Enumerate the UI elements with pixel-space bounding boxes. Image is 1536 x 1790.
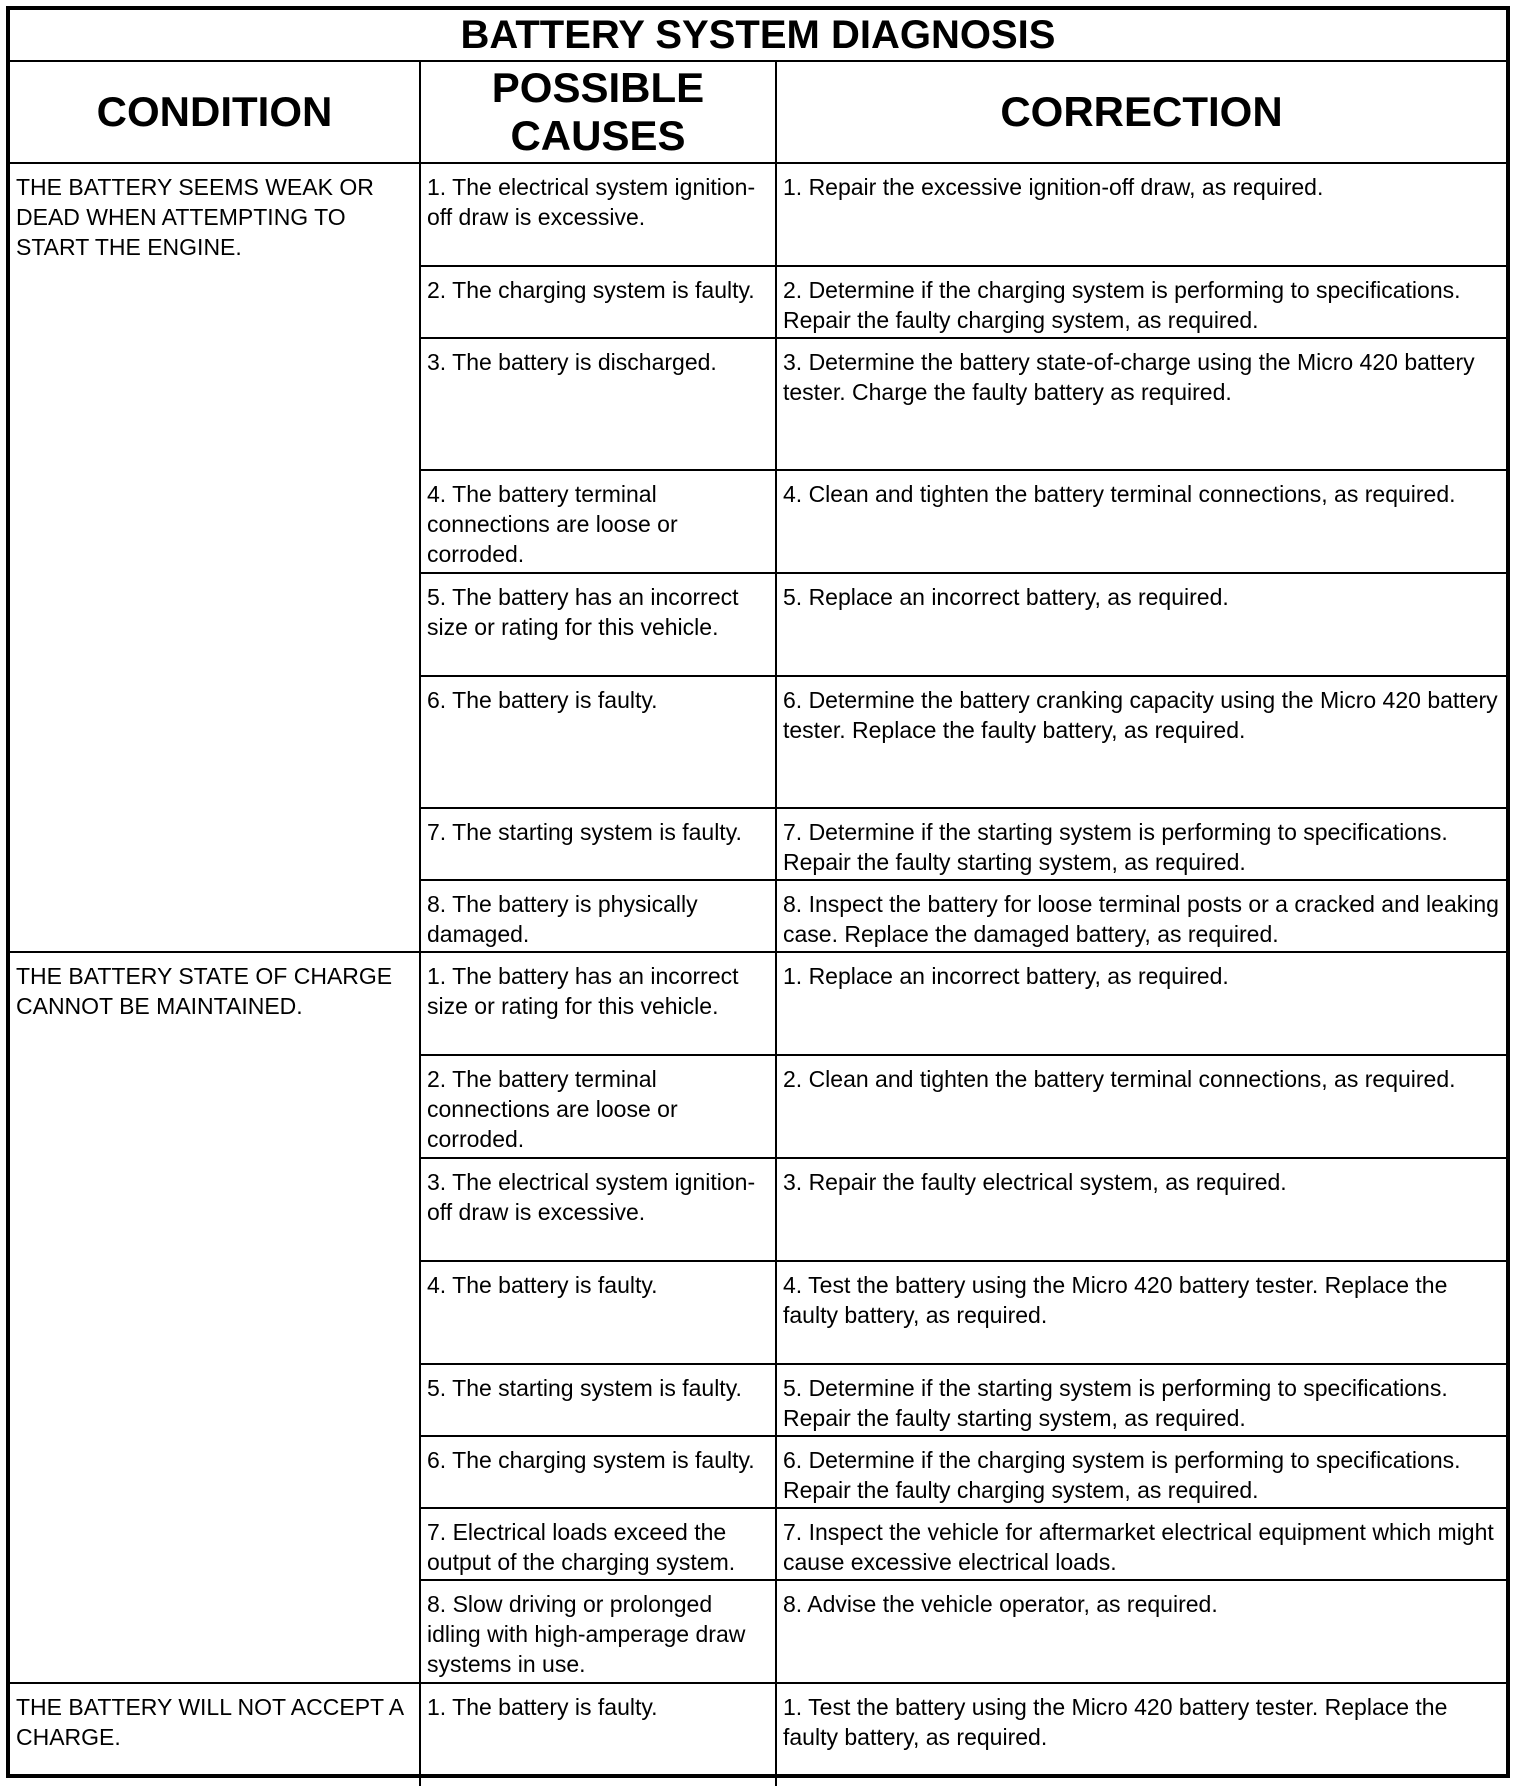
header-possible-causes: POSSIBLE CAUSES [420, 61, 776, 163]
correction-cell: 7. Inspect the vehicle for aftermarket electrical equipment which might cause excessive electrical loads. [776, 1508, 1506, 1580]
cause-cell: 8. Slow driving or prolonged idling with high-amperage draw systems in use. [420, 1580, 776, 1683]
cause-cell: 3. The battery is discharged. [420, 338, 776, 470]
correction-cell: 2. Clean and tighten the battery terminal connections, as required. [776, 1055, 1506, 1158]
cause-cell: 4. The battery terminal connections are loose or corroded. [420, 470, 776, 573]
table-title: BATTERY SYSTEM DIAGNOSIS [10, 10, 1506, 61]
correction-cell: 6. Determine the battery cranking capacity using the Micro 420 battery tester. Replace the faulty battery, as required. [776, 676, 1506, 808]
cause-cell: 7. Electrical loads exceed the output of the charging system. [420, 1508, 776, 1580]
cause-cell: 6. The battery is faulty. [420, 676, 776, 808]
correction-cell: 1. Replace an incorrect battery, as required. [776, 952, 1506, 1055]
correction-cell: 3. Determine the battery state-of-charge using the Micro 420 battery tester. Charge the faulty battery as required. [776, 338, 1506, 470]
correction-cell: 7. Determine if the starting system is performing to specifications. Repair the faulty starting system, as required. [776, 808, 1506, 880]
correction-cell: 6. Determine if the charging system is performing to specifications. Repair the faulty charging system, as required. [776, 1436, 1506, 1508]
table-row [10, 1683, 1506, 1786]
correction-cell: 8. Inspect the battery for loose terminal posts or a cracked and leaking case. Replace the damaged battery, as required. [776, 880, 1506, 952]
correction-cell: 5. Replace an incorrect battery, as required. [776, 573, 1506, 676]
table-row [10, 163, 1506, 266]
correction-cell: 5. Determine if the starting system is performing to specifications. Repair the faulty starting system, as required. [776, 1364, 1506, 1436]
cause-cell: 5. The starting system is faulty. [420, 1364, 776, 1436]
cause-cell: 7. The starting system is faulty. [420, 808, 776, 880]
cause-cell: 2. The charging system is faulty. [420, 266, 776, 338]
table-row [10, 952, 1506, 1055]
cause-cell: 3. The electrical system ignition-off draw is excessive. [420, 1158, 776, 1261]
correction-cell: 1. Test the battery using the Micro 420 battery tester. Replace the faulty battery, as required. [776, 1683, 1506, 1786]
condition-cell: THE BATTERY WILL NOT ACCEPT A CHARGE. [10, 1683, 420, 1786]
cause-cell: 6. The charging system is faulty. [420, 1436, 776, 1508]
condition-cell: THE BATTERY SEEMS WEAK OR DEAD WHEN ATTEMPTING TO START THE ENGINE. [10, 163, 420, 952]
condition-cell: THE BATTERY STATE OF CHARGE CANNOT BE MAINTAINED. [10, 952, 420, 1683]
correction-cell: 4. Clean and tighten the battery terminal connections, as required. [776, 470, 1506, 573]
cause-cell: 1. The battery is faulty. [420, 1683, 776, 1786]
header-correction: CORRECTION [776, 61, 1506, 163]
header-condition: CONDITION [10, 61, 420, 163]
correction-cell: 2. Determine if the charging system is performing to specifications. Repair the faulty charging system, as required. [776, 266, 1506, 338]
correction-cell: 3. Repair the faulty electrical system, as required. [776, 1158, 1506, 1261]
cause-cell: 1. The electrical system ignition-off draw is excessive. [420, 163, 776, 266]
cause-cell: 1. The battery has an incorrect size or rating for this vehicle. [420, 952, 776, 1055]
cause-cell: 8. The battery is physically damaged. [420, 880, 776, 952]
cause-cell: 2. The battery terminal connections are loose or corroded. [420, 1055, 776, 1158]
correction-cell: 1. Repair the excessive ignition-off draw, as required. [776, 163, 1506, 266]
correction-cell: 8. Advise the vehicle operator, as required. [776, 1580, 1506, 1683]
cause-cell: 5. The battery has an incorrect size or rating for this vehicle. [420, 573, 776, 676]
correction-cell: 4. Test the battery using the Micro 420 battery tester. Replace the faulty battery, as required. [776, 1261, 1506, 1364]
diagnosis-page [6, 6, 1510, 1778]
diagnosis-table [10, 10, 1506, 1786]
cause-cell: 4. The battery is faulty. [420, 1261, 776, 1364]
